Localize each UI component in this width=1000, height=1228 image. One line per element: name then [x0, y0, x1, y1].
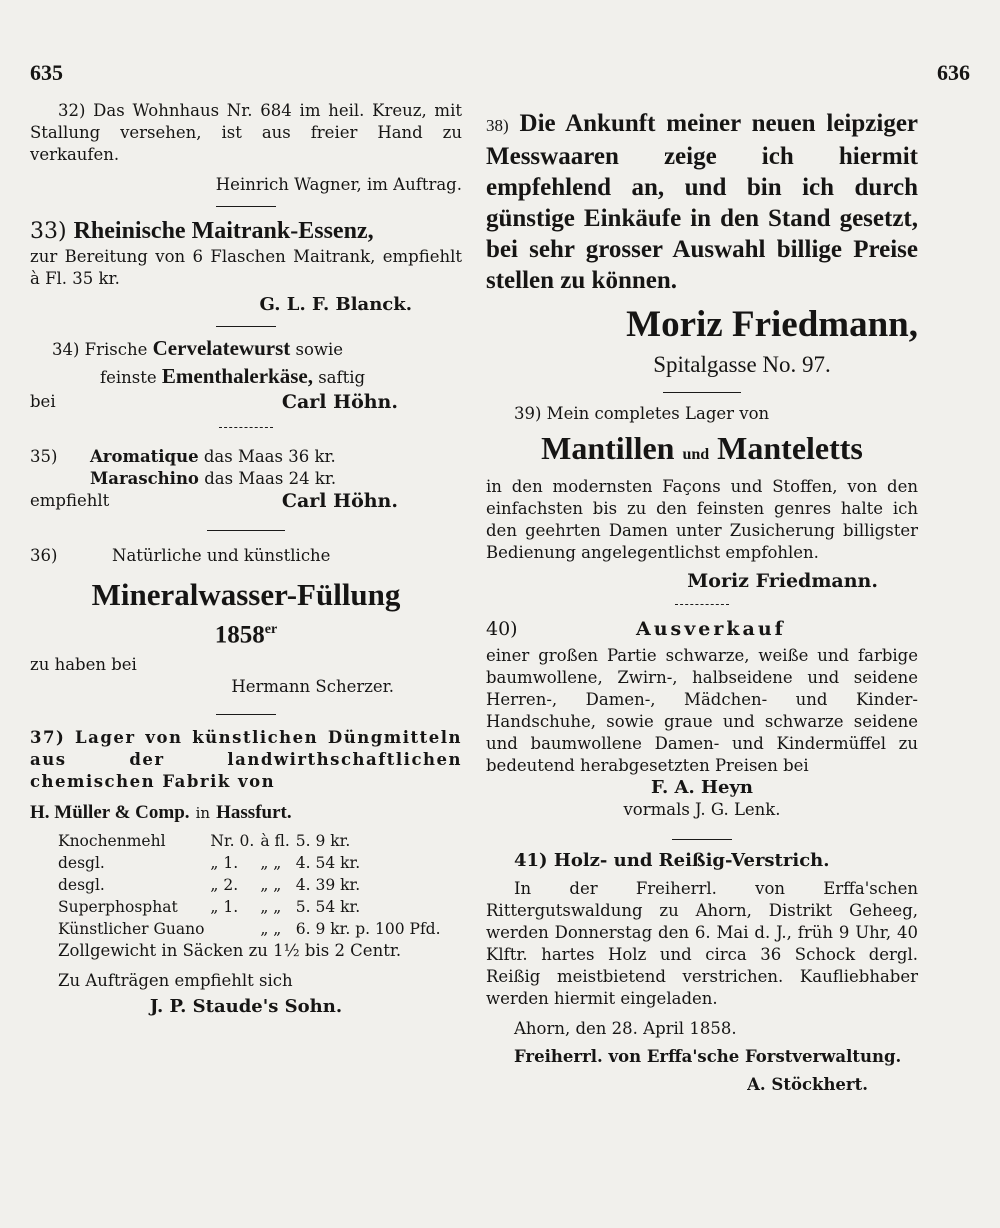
fertilizer-name: Knochenmehl [58, 832, 166, 851]
ad-34-intro: 34) Frische [52, 340, 148, 359]
ad-35 [30, 446, 462, 512]
left-column [30, 100, 462, 1018]
ad-37 [30, 727, 462, 1018]
fertilizer-nr: „ 2. [210, 876, 239, 895]
ad-37-text: 37) Lager von künstlichen Düngmitteln aus der landwirthschaftlichen chemischen Fabrik von [30, 728, 462, 792]
fertilizer-unit: „ „ [260, 920, 282, 939]
fertilizer-price: 5. 9 kr. [295, 832, 351, 851]
ad-38-text-first: Die Ankunft meiner neuen [519, 110, 816, 137]
ad-34-signature: Carl Höhn. [281, 391, 398, 413]
ad-39-intro: 39) Mein completes Lager von [514, 404, 770, 423]
separator-rule [663, 392, 741, 393]
separator-rule [216, 714, 276, 715]
ad-41-text: In der Freiherrl. von Erffa'schen Rittergutswaldung zu Ahorn, Distrikt Geheeg, werden Donnerstag den 6. Mai d. J., früh 9 Uhr, 40 Klftr. hartes Holz und circa 36 Schock dergl. Reißig meistbietend verstrichen. Kaufliebhaber werden hiermit eingeladen. [486, 879, 918, 1008]
ad-33-headline: Rheinische Maitrank-Essenz, [73, 218, 374, 244]
ad-33-signature: G. L. F. Blanck. [259, 294, 412, 315]
ad-39-headline-mantillen: Mantillen [541, 430, 675, 466]
ad-34 [30, 337, 462, 413]
ad-40-headline: Ausverkauf [636, 618, 786, 640]
separator-rule [216, 206, 276, 207]
ad-41-office: Freiherrl. von Erffa'sche Forstverwaltung. [514, 1047, 902, 1066]
ad-36-intro: Natürliche und künstliche [112, 546, 331, 565]
ad-36-number: 36) [30, 546, 58, 565]
ad-35-price-1: das Maas 36 kr. [203, 447, 336, 466]
ad-34-sowie: sowie [295, 340, 344, 359]
fertilizer-row [58, 918, 447, 940]
separator-rule [216, 326, 276, 327]
ad-39 [486, 403, 918, 592]
ad-39-signature: Moriz Friedmann. [687, 570, 878, 592]
right-page-number: 636 [937, 60, 970, 85]
ad-38-address: Spitalgasse No. 97. [653, 352, 831, 377]
fertilizer-unit: à fl. [260, 832, 290, 851]
ad-35-signature: Carl Höhn. [281, 490, 398, 512]
ad-37-firm: H. Müller & Comp. [30, 802, 190, 824]
ad-32-text: 32) Das Wohnhaus Nr. 684 im heil. Kreuz, mit Stallung versehen, ist aus freier Hand zu verkaufen. [30, 101, 462, 164]
ad-37-firm-in: in [195, 804, 211, 823]
fertilizer-price: 6. 9 kr. p. 100 Pfd. [295, 920, 441, 939]
ad-32-signature: Heinrich Wagner, im Auftrag. [215, 175, 462, 194]
fertilizer-unit: „ „ [260, 898, 282, 917]
ad-37-weight-note: Zollgewicht in Säcken zu 1½ bis 2 Centr. [58, 941, 402, 961]
ad-35-price-2: das Maas 24 kr. [204, 469, 337, 488]
fertilizer-name: Künstlicher Guano [58, 920, 205, 939]
ad-39-headline-manteletts: Manteletts [717, 430, 863, 466]
ad-36 [30, 545, 462, 698]
ad-40-signature: F. A. Heyn [650, 777, 753, 798]
ad-36-signature: Hermann Scherzer. [231, 677, 394, 697]
ad-32 [30, 100, 462, 196]
fertilizer-price: 4. 54 kr. [295, 854, 361, 873]
ad-39-headline-und: und [682, 446, 710, 463]
ad-41-place-date: Ahorn, den 28. April 1858. [514, 1019, 737, 1038]
ad-41-headline: 41) Holz- und Reißig-Verstrich. [514, 850, 830, 871]
ad-40 [486, 617, 918, 821]
fertilizer-name: Superphosphat [58, 898, 178, 917]
ad-39-text: in den modernsten Façons und Stoffen, von den einfachsten bis zu den feinsten genres halte ich den geehrten Damen unter Zusicherung billigster Bedienung angelegentlichst empfohlen. [486, 477, 918, 562]
fertilizer-row [58, 896, 447, 918]
right-column [486, 100, 918, 1096]
fertilizer-row [58, 852, 447, 874]
ad-40-number: 40) [486, 618, 518, 640]
ad-34-bei: bei [30, 392, 56, 411]
fertilizer-nr: „ 1. [210, 898, 239, 917]
ad-36-year: 1858 [214, 621, 265, 649]
ad-36-headline: Mineralwasser-Füllung [91, 577, 401, 612]
ad-41 [486, 850, 918, 1096]
ad-34-feinste: feinste [100, 368, 157, 387]
ad-33-text: zur Bereitung von 6 Flaschen Maitrank, empfiehlt à Fl. 35 kr. [30, 247, 462, 288]
fertilizer-row [58, 830, 447, 852]
ad-36-year-suffix: er [264, 622, 278, 637]
fertilizer-name: desgl. [58, 876, 105, 895]
ad-41-signature: A. Stöckhert. [747, 1075, 868, 1094]
left-page-number: 635 [30, 60, 63, 85]
fertilizer-price: 4. 39 kr. [295, 876, 361, 895]
ad-38 [486, 108, 918, 380]
fertilizer-price-table [58, 830, 447, 940]
ad-40-text: einer großen Partie schwarze, weiße und farbige baumwollene, Zwirn-, halbseidene und seidene Herren-, Damen-, Mädchen- und Kinder-Handschuhe, sowie graue und schwarze seidene und baumwollene Damen- und Kindermüffel zu bedeutend herabgesetzten Preisen bei [486, 646, 918, 775]
ad-40-formerly: vormals J. G. Lenk. [623, 800, 781, 819]
fertilizer-price: 5. 54 kr. [295, 898, 361, 917]
ad-37-signature: J. P. Staude's Sohn. [149, 996, 343, 1018]
fertilizer-unit: „ „ [260, 876, 282, 895]
ad-37-firm-place: Hassfurt. [216, 802, 292, 824]
ad-33 [30, 217, 462, 316]
ad-35-item-2: Maraschino [90, 469, 199, 488]
separator-rule [672, 839, 732, 840]
ad-35-number: 35) [30, 447, 58, 466]
separator-rule [207, 530, 285, 531]
separator-rule [219, 427, 273, 428]
ad-38-name: Moriz Friedmann, [626, 304, 918, 345]
ad-38-text: leipziger Messwaaren zeige ich hiermit empfehlend an, und bin ich durch günstige Einkäufe in den Stand gesetzt, bei sehr grosser Auswahl billige Preise stellen zu können. [486, 110, 919, 294]
ad-34-saftig: saftig [318, 368, 366, 387]
ad-34-item-1: Cervelatewurst [152, 336, 291, 360]
ad-37-orders: Zu Aufträgen empfiehlt sich [58, 971, 293, 991]
fertilizer-row [58, 874, 447, 896]
fertilizer-nr: Nr. 0. [210, 832, 255, 851]
fertilizer-name: desgl. [58, 854, 105, 873]
ad-34-item-2: Ementhalerkäse, [161, 364, 313, 388]
ad-36-zu-haben: zu haben bei [30, 655, 137, 675]
ad-33-number: 33) [30, 219, 67, 244]
ad-35-item-1: Aromatique [90, 447, 199, 466]
fertilizer-nr [210, 918, 260, 940]
ad-38-number: 38) [486, 116, 509, 135]
fertilizer-nr: „ 1. [210, 854, 239, 873]
separator-rule [675, 604, 729, 605]
ad-35-empfiehlt: empfiehlt [30, 491, 110, 510]
fertilizer-unit: „ „ [260, 854, 282, 873]
